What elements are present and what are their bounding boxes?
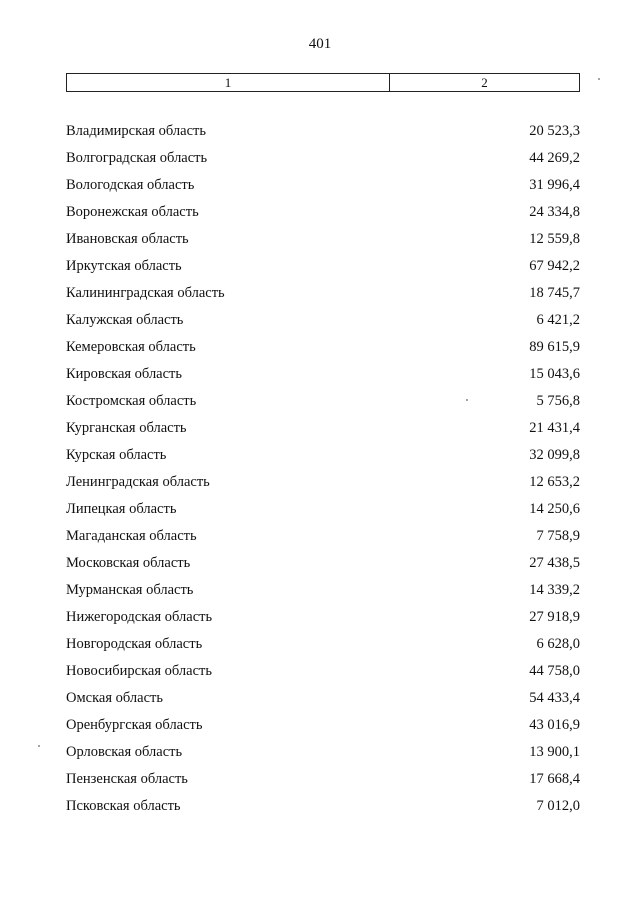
region-value: 44 269,2	[529, 150, 580, 166]
table-row	[66, 334, 580, 361]
table-row	[66, 253, 580, 280]
region-name: Пензенская область	[66, 771, 188, 787]
region-value: 32 099,8	[529, 447, 580, 463]
table-row	[66, 388, 580, 415]
table-row	[66, 766, 580, 793]
table-header	[66, 73, 580, 92]
region-name: Новосибирская область	[66, 663, 212, 679]
region-name: Кемеровская область	[66, 339, 196, 355]
region-name: Иркутская область	[66, 258, 182, 274]
region-name: Калужская область	[66, 312, 184, 328]
table-row	[66, 793, 580, 820]
header-column-1: 1	[67, 74, 390, 91]
region-name: Московская область	[66, 555, 191, 571]
table-row	[66, 361, 580, 388]
region-name: Новгородская область	[66, 636, 203, 652]
table-row	[66, 631, 580, 658]
table-row	[66, 172, 580, 199]
region-name: Оренбургская область	[66, 717, 203, 733]
table-row	[66, 226, 580, 253]
region-value: 27 438,5	[529, 555, 580, 571]
region-value: 18 745,7	[529, 285, 580, 301]
region-name: Калининградская область	[66, 285, 225, 301]
region-value: 7 012,0	[536, 798, 580, 814]
region-value: 14 339,2	[529, 582, 580, 598]
region-value: 67 942,2	[529, 258, 580, 274]
region-name: Ивановская область	[66, 231, 189, 247]
region-value: 44 758,0	[529, 663, 580, 679]
region-value: 27 918,9	[529, 609, 580, 625]
region-value: 13 900,1	[529, 744, 580, 760]
scan-speck	[466, 399, 468, 401]
table-row	[66, 550, 580, 577]
region-value: 5 756,8	[536, 393, 580, 409]
header-column-2: 2	[481, 74, 488, 90]
region-value: 6 421,2	[536, 312, 580, 328]
region-name: Костромская область	[66, 393, 197, 409]
region-name: Липецкая область	[66, 501, 177, 517]
scan-speck	[38, 745, 40, 747]
region-name: Курганская область	[66, 420, 187, 436]
table-row	[66, 739, 580, 766]
region-value: 43 016,9	[529, 717, 580, 733]
region-name: Вологодская область	[66, 177, 195, 193]
table-row	[66, 685, 580, 712]
page-number: 401	[308, 36, 332, 52]
table-row	[66, 658, 580, 685]
region-name: Магаданская область	[66, 528, 197, 544]
table-row	[66, 577, 580, 604]
table-row	[66, 496, 580, 523]
region-value: 31 996,4	[529, 177, 580, 193]
table-row	[66, 415, 580, 442]
region-name: Воронежская область	[66, 204, 199, 220]
region-name: Омская область	[66, 690, 163, 706]
region-name: Волгоградская область	[66, 150, 208, 166]
table-row	[66, 199, 580, 226]
table-body	[66, 118, 580, 820]
table-row	[66, 145, 580, 172]
table-row	[66, 604, 580, 631]
table-row	[66, 442, 580, 469]
table-row	[66, 118, 580, 145]
region-name: Курская область	[66, 447, 167, 463]
region-value: 54 433,4	[529, 690, 580, 706]
scan-speck	[598, 78, 600, 80]
region-value: 14 250,6	[529, 501, 580, 517]
region-value: 7 758,9	[536, 528, 580, 544]
region-name: Нижегородская область	[66, 609, 213, 625]
region-value: 20 523,3	[529, 123, 580, 139]
region-name: Ленинградская область	[66, 474, 210, 490]
region-value: 24 334,8	[529, 204, 580, 220]
region-name: Владимирская область	[66, 123, 206, 139]
region-name: Мурманская область	[66, 582, 194, 598]
region-value: 12 559,8	[529, 231, 580, 247]
region-value: 17 668,4	[529, 771, 580, 787]
table-row	[66, 280, 580, 307]
table-row	[66, 307, 580, 334]
region-name: Орловская область	[66, 744, 183, 760]
table-row	[66, 523, 580, 550]
region-name: Кировская область	[66, 366, 183, 382]
region-value: 6 628,0	[536, 636, 580, 652]
table-row	[66, 712, 580, 739]
region-name: Псковская область	[66, 798, 181, 814]
table-row	[66, 469, 580, 496]
region-value: 15 043,6	[529, 366, 580, 382]
region-value: 21 431,4	[529, 420, 580, 436]
region-value: 89 615,9	[529, 339, 580, 355]
region-value: 12 653,2	[529, 474, 580, 490]
